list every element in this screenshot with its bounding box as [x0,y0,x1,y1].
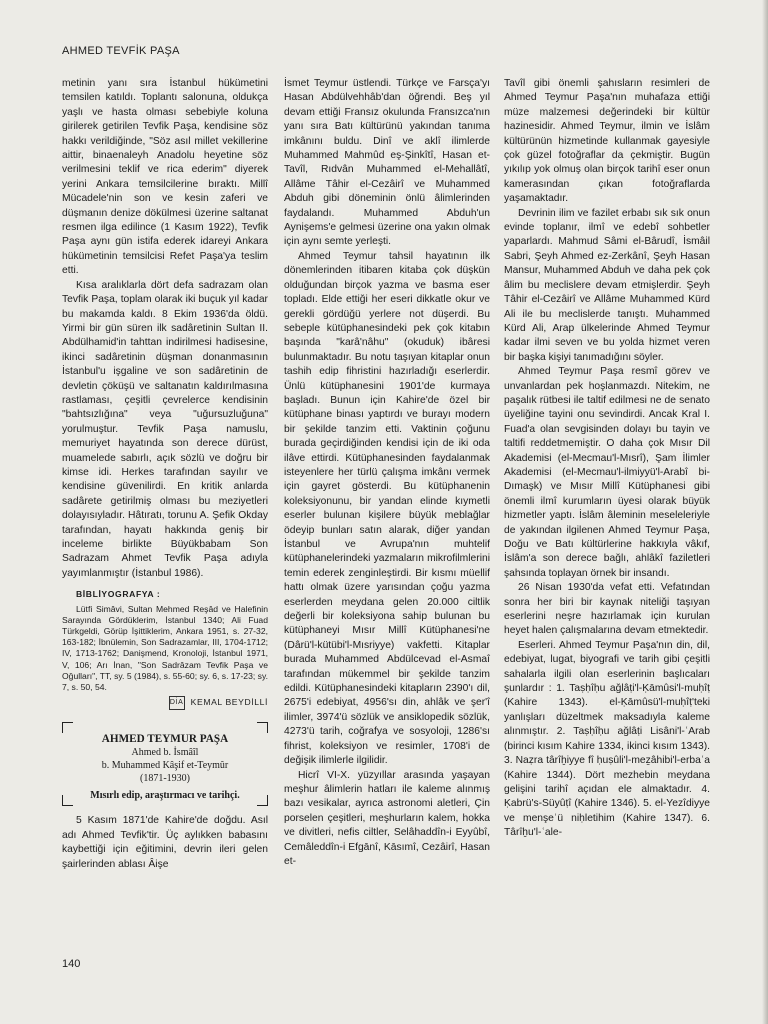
entry-dates: (1871-1930) [140,773,190,785]
publisher-mark-icon: DİA [169,696,185,710]
column-1 [62,77,268,872]
col2-paragraph-1: İsmet Teymur üstlendi. Türkçe ve Farsça'yı Hasan Abdülvehhâb'dan öğrendi. Beş yıl devam ettiği Fransız okulunda Fransızca'nın yanı sıra Batı kültürünü yakından tanıma imkânını buldu. Dinî ve aklî ilimlerde Muhammed Mahmûd eş-Şinkîtî, Hasan et-Tavîl, Rıdvân Muhammed el-Mehallâtî, Allâme Tâhir el-Cezâirî ve Muhammed Abduh gibi döneminin önlü âlimlerinden faydalandı. Muhammed Abduh'un Aynişems'e gelmesi üzerine ona yakın olmak için aynı semte yerleşti. [284,78,490,248]
col3-paragraph-5: Eserleri. Ahmed Teymur Paşa'nın din, dil, edebiyat, lugat, biyografi ve tarih gibi çeşitli sahalarla ilgili olan eserlerinin başlıcaları şunlardır : 1. Taṣḥîḥu ağlâṭi'l-Ḳāmûsi'l-muḥîṭ (Kahire 1343). el-Ḳāmûsü'l-muḥîṭ'teki yanlışları düzeltmek maksadıyla kaleme alınmıştır. 2. Taṣḥîḥu ağlâṭi Lisâni'l-ʿArab (birinci kısım Kahire 1334, ikinci kısım 1343). 3. Naẓra târîḫiyye fî ḥuṣûli'l-meẕâhibi'l-erbaʿa (Kahire 1344). Dört mezhebin meydana gelişini tarihî açıdan ele almaktadır. 4. Ḳabrü's-Süyûṭî (Kahire 1346). 5. el-Yezîdiyye ve menşeʾü niḥletihim (Kahire 1347). 6. Târîḫu'l-ʿale- [504,639,710,839]
col3-paragraph-1: Tavîl gibi önemli şahısların resimleri de Ahmed Teymur Paşa'nın muhafaza ettiği müze malzemesi değerindeki bir kültür hazinesidir. Ahmed Teymur, ilmin ve İslâm kültürünün hizmetinde kullanmak gayesiyle çok güzel fotoğraflar da çekmiştir. Bugün yıkılıp yok olmuş olan birçok tarihî eser onun kamerasından çıkan fotoğraflarda yaşamaktadır. [504,78,710,205]
bibliography-text: Lütfi Simâvi, Sultan Mehmed Reşâd ve Halefinin Sarayında Gördüklerim, İstanbul 1340; Ali Fuad Türkgeldi, Görüp İşittiklerim, Ankara 1951, s. 27-32, 163-182; İbnülemin, Son Sadrazamlar, III, 1704-1712; IV, 1713-1762; Danişmend, Kronoloji, İstanbul 1971, V, 106; Arı İnan, "Son Sadrâzam Tevfik Paşa ve Oğulları", TT, sy. 5 (1984), s. 55-60; sy. 6, s. 17-23; sy. 7, s. 50, 54. [62,603,268,693]
scan-edge-shadow [762,0,768,1024]
entry-header-box [62,722,268,806]
col3-paragraph-4: 26 Nisan 1930'da vefat etti. Vefatından sonra her biri bir kaynak niteliği taşıyan eserlerini neşre hazırlamak için kurulan heyet halen çalışmalarına devam etmektedir. [504,582,710,637]
article-author [62,695,268,710]
bibliography-heading: BİBLİYOGRAFYA : [76,589,161,600]
author-name: KEMAL BEYDİLLİ [190,697,268,708]
entry-description: Mısırlı edip, araştırmacı ve tarihçi. [90,790,240,802]
entry-title: AHMED TEYMUR PAŞA [101,732,229,745]
entry-lineage: b. Muhammed Kâşif et-Teymûr [101,760,229,772]
col3-paragraph-2: Devrinin ilim ve fazilet erbabı sık sık onun evinde toplanır, ilmî ve edebî sohbetler yaparlardı. Mahmud Sâmi el-Bârudî, İsmâil Sabri, Şeyh Ahmed ez-Zerkânî, Şeyh Hasan Mansur, Muhammed Abduh ve daha pek çok âlim bu meclislere devam etmişlerdir. Şeyh Tâhir el-Cezâirî ve Allâme Muhammed Kürd Ali ile bu meclislerde tanıştı. Muhammed Kürd Ali, Arap ülkelerinde Ahmed Teymur kadar ilmi seven ve bu yolda hizmet veren bir başka kişiyi tanımadığını söyler. [504,207,710,363]
col1-paragraph-3: 5 Kasım 1871'de Kahire'de doğdu. Asıl adı Ahmed Tevfik'tir. Üç aylıkken babasını kaybettiği için eğitimini, devrin ileri gelen şairlerinden ablası Âişe [62,815,268,870]
column-3 [504,77,710,841]
col2-paragraph-2: Ahmed Teymur tahsil hayatının ilk dönemlerinden itibaren kitaba çok düşkün olduğundan birçok yazma ve basma eser topladı. Elde ettiği her eseri dikkatle okur ve gerekli gördüğü yerlere not düşerdi. Bu sebeple kütüphanesindeki pek çok kitabın başında "karâ'nâhu" (okuduk) ibâresi bulunmaktadır. Bu notu taşıyan kitaplar onun tashih edip fihristini hazırladığı eserlerdir. Ünlü kütüphanesini 1901'de kurmaya başladı. Bunun için Kahire'de özel bir kütüphane binası yaptırdı ve burayı modern bir şekilde tanzim etti. Vaktinin çoğunu burada geçirdiğinden kendisi için de iki oda ilâve ettirdi. Kütüphanesinden faydalanmak isteyenlere her türlü çalışma imkânı vermek için gayret gösterdi. Bu kütüphanenin koleksiyonunu, bir yandan elinde kıymetli eserler bulunan kişilere büyük meblağlar ödeyip bunları satın alarak, diğer yandan İstanbul ve Avrupa'nın muhtelif kütüphanelerindeki yazmaların mikrofilmlerini temin ederek zenginleştirdi. Bir kısmı müellif hattı olmak üzere yarısından çoğu yazma eserlerden meydana gelen 20.000 ciltlik değerli bir koleksiyona sahip bulunan bu kütüphaneyi Mısır Millî Kütüphanesi'ne (Dârü'l-kütübi'l-Mısriyye) vakfetti. Kitaplar burada Muhammed Abdülcevad el-Asmaî tarafından mükemmel bir şekilde tanzim edildi. Kütüphanesindeki kitapların 2390'ı dil, 2675'i edebiyat, 4956'sı din, ahlâk ve şer'î ilimler, 3974'ü sözlük ve ansiklopedik sözlük, 4273'ü tarih, coğrafya ve sosyoloji, 1286'sı fihrist, koleksiyon ve resimler, 1708'i de değişik ilimlerle ilgilidir. [284,250,490,767]
col1-paragraph-1: metinin yanı sıra İstanbul hükümetini temsilen katıldı. Toplantı salonuna, oldukça yaşlı ve hasta olması sebebiyle koluna girilerek getirilen Tevfik Paşa, kendisine söz hakkı verildiğinde, "Söz asıl millet vekillerine aittir, binaenaleyh Anadolu heyetine söz verilmesini teklif ve rica ederim" diyerek yerini Ankara temsilcilerine bıraktı. Millî Mücadele'nin son ve kesin zaferi ve düşmanın denize dökülmesi üzerine saltanat resmen ilga edilince (1 Kasım 1922), Tevfik Paşa aynı gün istifa ederek idareyi Ankara hükümetinin temsilcisi Refet Paşa'ya teslim etti. [62,78,268,277]
col3-paragraph-3: Ahmed Teymur Paşa resmî görev ve unvanlardan pek hoşlanmazdı. Nitekim, ne paşalık rütbesi ile taltif edilmesi ne de senato üyeliğine tayini onu sevindirdi. Ancak Kral I. Fuad'a olan sevgisinden dolayı bu tayin ve taltifi reddetmemiştir. O daha çok Mısır Dil Akademisi (el-Mecmau'l-Mısrî), Şam İlimler Akademisi (el-Mecmau'l-ilmiyyü'l-Arabî bi-Dımaşk) ve Mısır Millî Kütüphanesi gibi önemli ilmî kurumların üyesi olarak büyük hizmetler yaptı. İslâm âleminin meseleleriyle de yakından ilgilenen Ahmed Teymur Paşa, Doğu ve Batı kültürlerine hakkıyla vâkıf, İslâm'a son derece bağlı, ahlâkî faziletleri şahsında toplayan örnek bir insandı. [504,366,710,579]
page-number: 140 [62,958,81,970]
column-2 [284,77,490,869]
col2-paragraph-3: Hicrî VI-X. yüzyıllar arasında yaşayan meşhur âlimlerin hatları ile kaleme alınmış bazı vesikalar, ayrıca astronomi aletleri, Çin porselen çeşitleri, meşhurların kalem, hokka ve divitleri, nefis ciltler, Selâhaddîn-i Eyyûbî, Cemâleddîn-i Efgānî, Kāsımî, Cezâirî, Hasan et- [284,769,490,867]
entry-full-name: Ahmed b. İsmâîl [131,747,199,759]
col1-paragraph-2: Kısa aralıklarla dört defa sadrazam olan Tevfik Paşa, toplam olarak iki buçuk yıl kadar bu makamda kaldı. 8 Ekim 1936'da öldü. Yirmi bir gün süren ilk sadâretinin Sultan II. Abdülhamid'in tahttan indirilmesi hadisesine, ikinci sadâretinin düşman donanmasının İstanbul'u işgaline ve son sadâretinin de devletin çöküşü ve saltanatın kaldırılmasına rastlaması, çeşitli çevrelerce kendisinin "bahtsızlığına" veya "uğursuzluğuna" yorulmuştur. Tevfik Paşa namuslu, memuriyet hayatında son derece dürüst, muamelede sabırlı, açık sözlü ve doğru bir kimse idi. Herkes tarafından sayılır ve kendisine güvenilirdi. En kritik anlarda sadârete getirilmiş olması bu meziyetleri dolayısıyladır. Hâtıratı, torunu A. Şefik Okday tarafından, hayatı hakkında geniş bir inceleme birlikte Büyükbabam Son Sadrazam Ahmet Tevfik Paşa adıyla yayımlanmıştır (İstanbul 1986). [62,279,268,579]
running-head: AHMED TEVFİK PAŞA [62,45,180,57]
